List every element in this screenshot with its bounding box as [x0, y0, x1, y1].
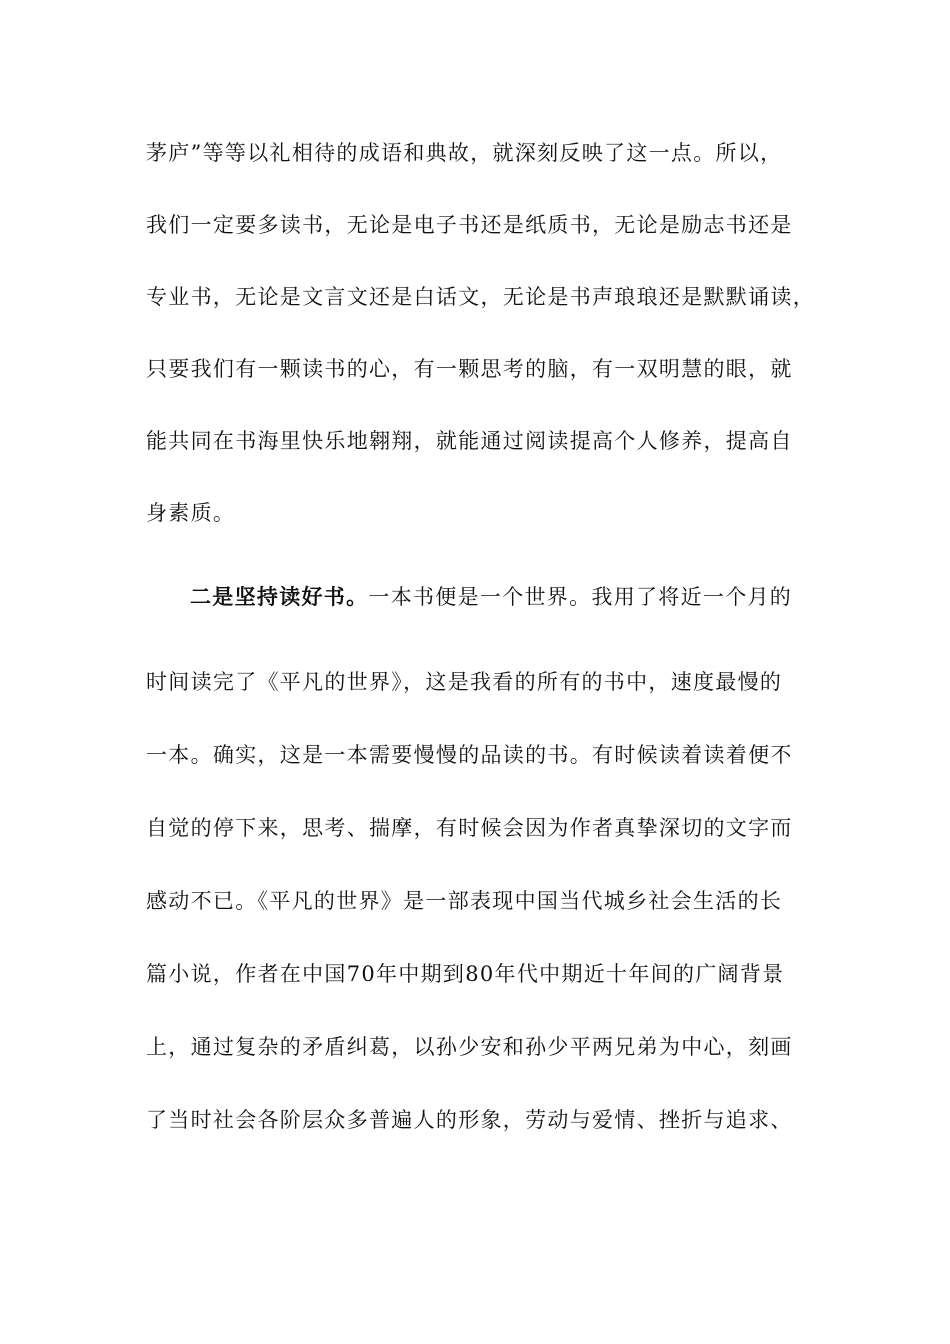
text-line: 感动不已。《平凡的世界》是一部表现中国当代城乡社会生活的长	[146, 889, 783, 913]
text-line: 时间读完了《平凡的世界》，这是我看的所有的书中，速度最慢的	[146, 670, 783, 694]
first-line-text: 一本书便是一个世界。我用了将近一个月的	[368, 585, 793, 609]
section-heading: 二是坚持读好书。	[190, 584, 369, 609]
text-line: 能共同在书海里快乐地翱翔，就能通过阅读提高个人修养，提高自	[146, 429, 793, 453]
text-line: 专业书，无论是文言文还是白话文，无论是书声琅琅还是默默诵读，	[146, 285, 815, 309]
text-line: 只要我们有一颗读书的心，有一颗思考的脑，有一双明慧的眼，就	[146, 357, 793, 381]
text-line: 一本。确实，这是一本需要慢慢的品读的书。有时候读着读着便不	[146, 743, 793, 767]
text-line: 我们一定要多读书，无论是电子书还是纸质书，无论是励志书还是	[146, 213, 793, 237]
text-line: 自觉的停下来，思考、揣摩，有时候会因为作者真挚深切的文字而	[146, 816, 793, 840]
text-line: 茅庐”等等以礼相待的成语和典故，就深刻反映了这一点。所以，	[146, 141, 783, 165]
text-line: 上，通过复杂的矛盾纠葛，以孙少安和孙少平两兄弟为中心，刻画	[146, 1035, 793, 1059]
paragraph-first-line	[190, 583, 792, 611]
text-line: 篇小说，作者在中国70年中期到80年代中期近十年间的广阔背景	[146, 962, 785, 986]
text-line: 了当时社会各阶层众多普遍人的形象，劳动与爱情、挫折与追求、	[146, 1108, 793, 1132]
text-line: 身素质。	[146, 501, 236, 525]
